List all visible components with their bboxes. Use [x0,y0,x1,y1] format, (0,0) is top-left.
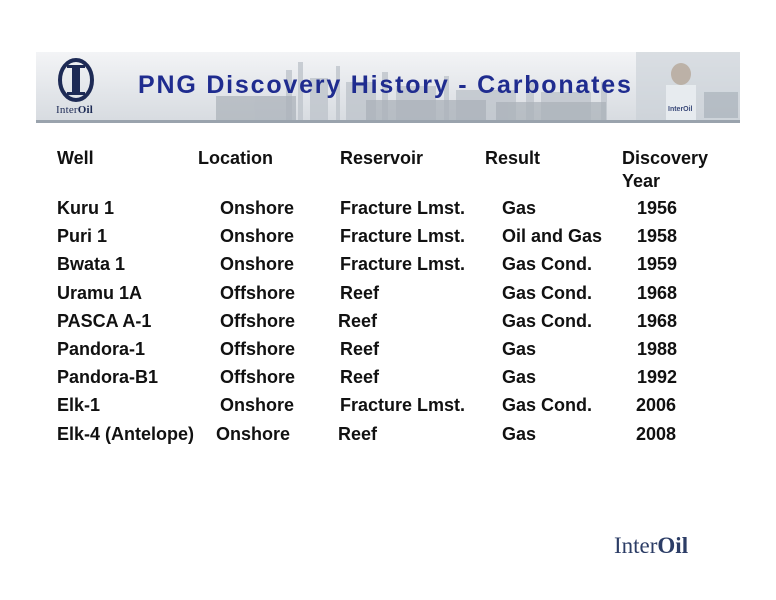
cell-result: Gas [502,367,537,388]
cell-result: Gas [502,339,537,359]
header-reservoir: Reservoir [340,148,424,168]
cell-year: 1992 [637,367,678,388]
cell-reservoir: Fracture Lmst. [340,254,466,275]
cell-reservoir: Reef [338,423,378,444]
cell-well: Puri 1 [57,226,108,247]
cell-well: Pandora-B1 [57,367,159,388]
banner-badge: InterOil [668,106,693,113]
cell-location: Offshore [220,367,296,388]
cell-year: 1988 [637,339,678,359]
cell-result: Gas Cond. [502,282,593,303]
cell-location: Offshore [220,282,296,303]
cell-year: 2006 [636,395,677,416]
cell-reservoir: Fracture Lmst. [340,226,466,247]
cell-location: Onshore [220,395,295,416]
cell-well: Elk-4 (Antelope) [57,423,195,444]
cell-well: Elk-1 [57,395,101,416]
banner-divider [36,120,740,123]
cell-well: Kuru 1 [57,198,115,218]
cell-reservoir: Reef [340,367,380,388]
cell-year: 1959 [637,254,678,275]
header-year: Year [622,171,661,191]
cell-reservoir: Fracture Lmst. [340,395,466,416]
cell-result: Gas Cond. [502,254,593,275]
cell-reservoir: Reef [340,339,380,359]
cell-year: 1968 [637,310,678,331]
cell-location: Onshore [220,254,295,275]
cell-well: Uramu 1A [57,282,143,303]
header-discovery: Discovery [622,148,709,168]
cell-well: Bwata 1 [57,254,126,275]
header-location: Location [198,148,273,168]
cell-result: Gas [502,423,537,444]
cell-well: Pandora-1 [57,339,146,359]
page-title: PNG Discovery History - Carbonates [138,71,633,99]
cell-result: Gas [502,198,537,218]
cell-year: 1956 [637,198,678,218]
cell-reservoir: Reef [340,282,380,303]
cell-year: 1968 [637,282,678,303]
header-logo-text: InterOil [56,104,94,116]
cell-location: Onshore [220,226,295,247]
cell-location: Offshore [220,310,296,331]
header-result: Result [485,148,541,168]
cell-location: Onshore [216,423,291,444]
cell-well: PASCA A-1 [57,310,152,331]
cell-result: Gas Cond. [502,310,593,331]
cell-reservoir: Fracture Lmst. [340,198,466,218]
cell-location: Onshore [220,198,295,218]
cell-result: Gas Cond. [502,395,593,416]
cell-reservoir: Reef [338,310,378,331]
cell-year: 2008 [636,423,677,444]
cell-result: Oil and Gas [502,226,603,247]
cell-location: Offshore [220,339,296,359]
header-well: Well [57,148,94,168]
cell-year: 1958 [637,226,678,247]
footer-logo: InterOil [614,533,689,558]
